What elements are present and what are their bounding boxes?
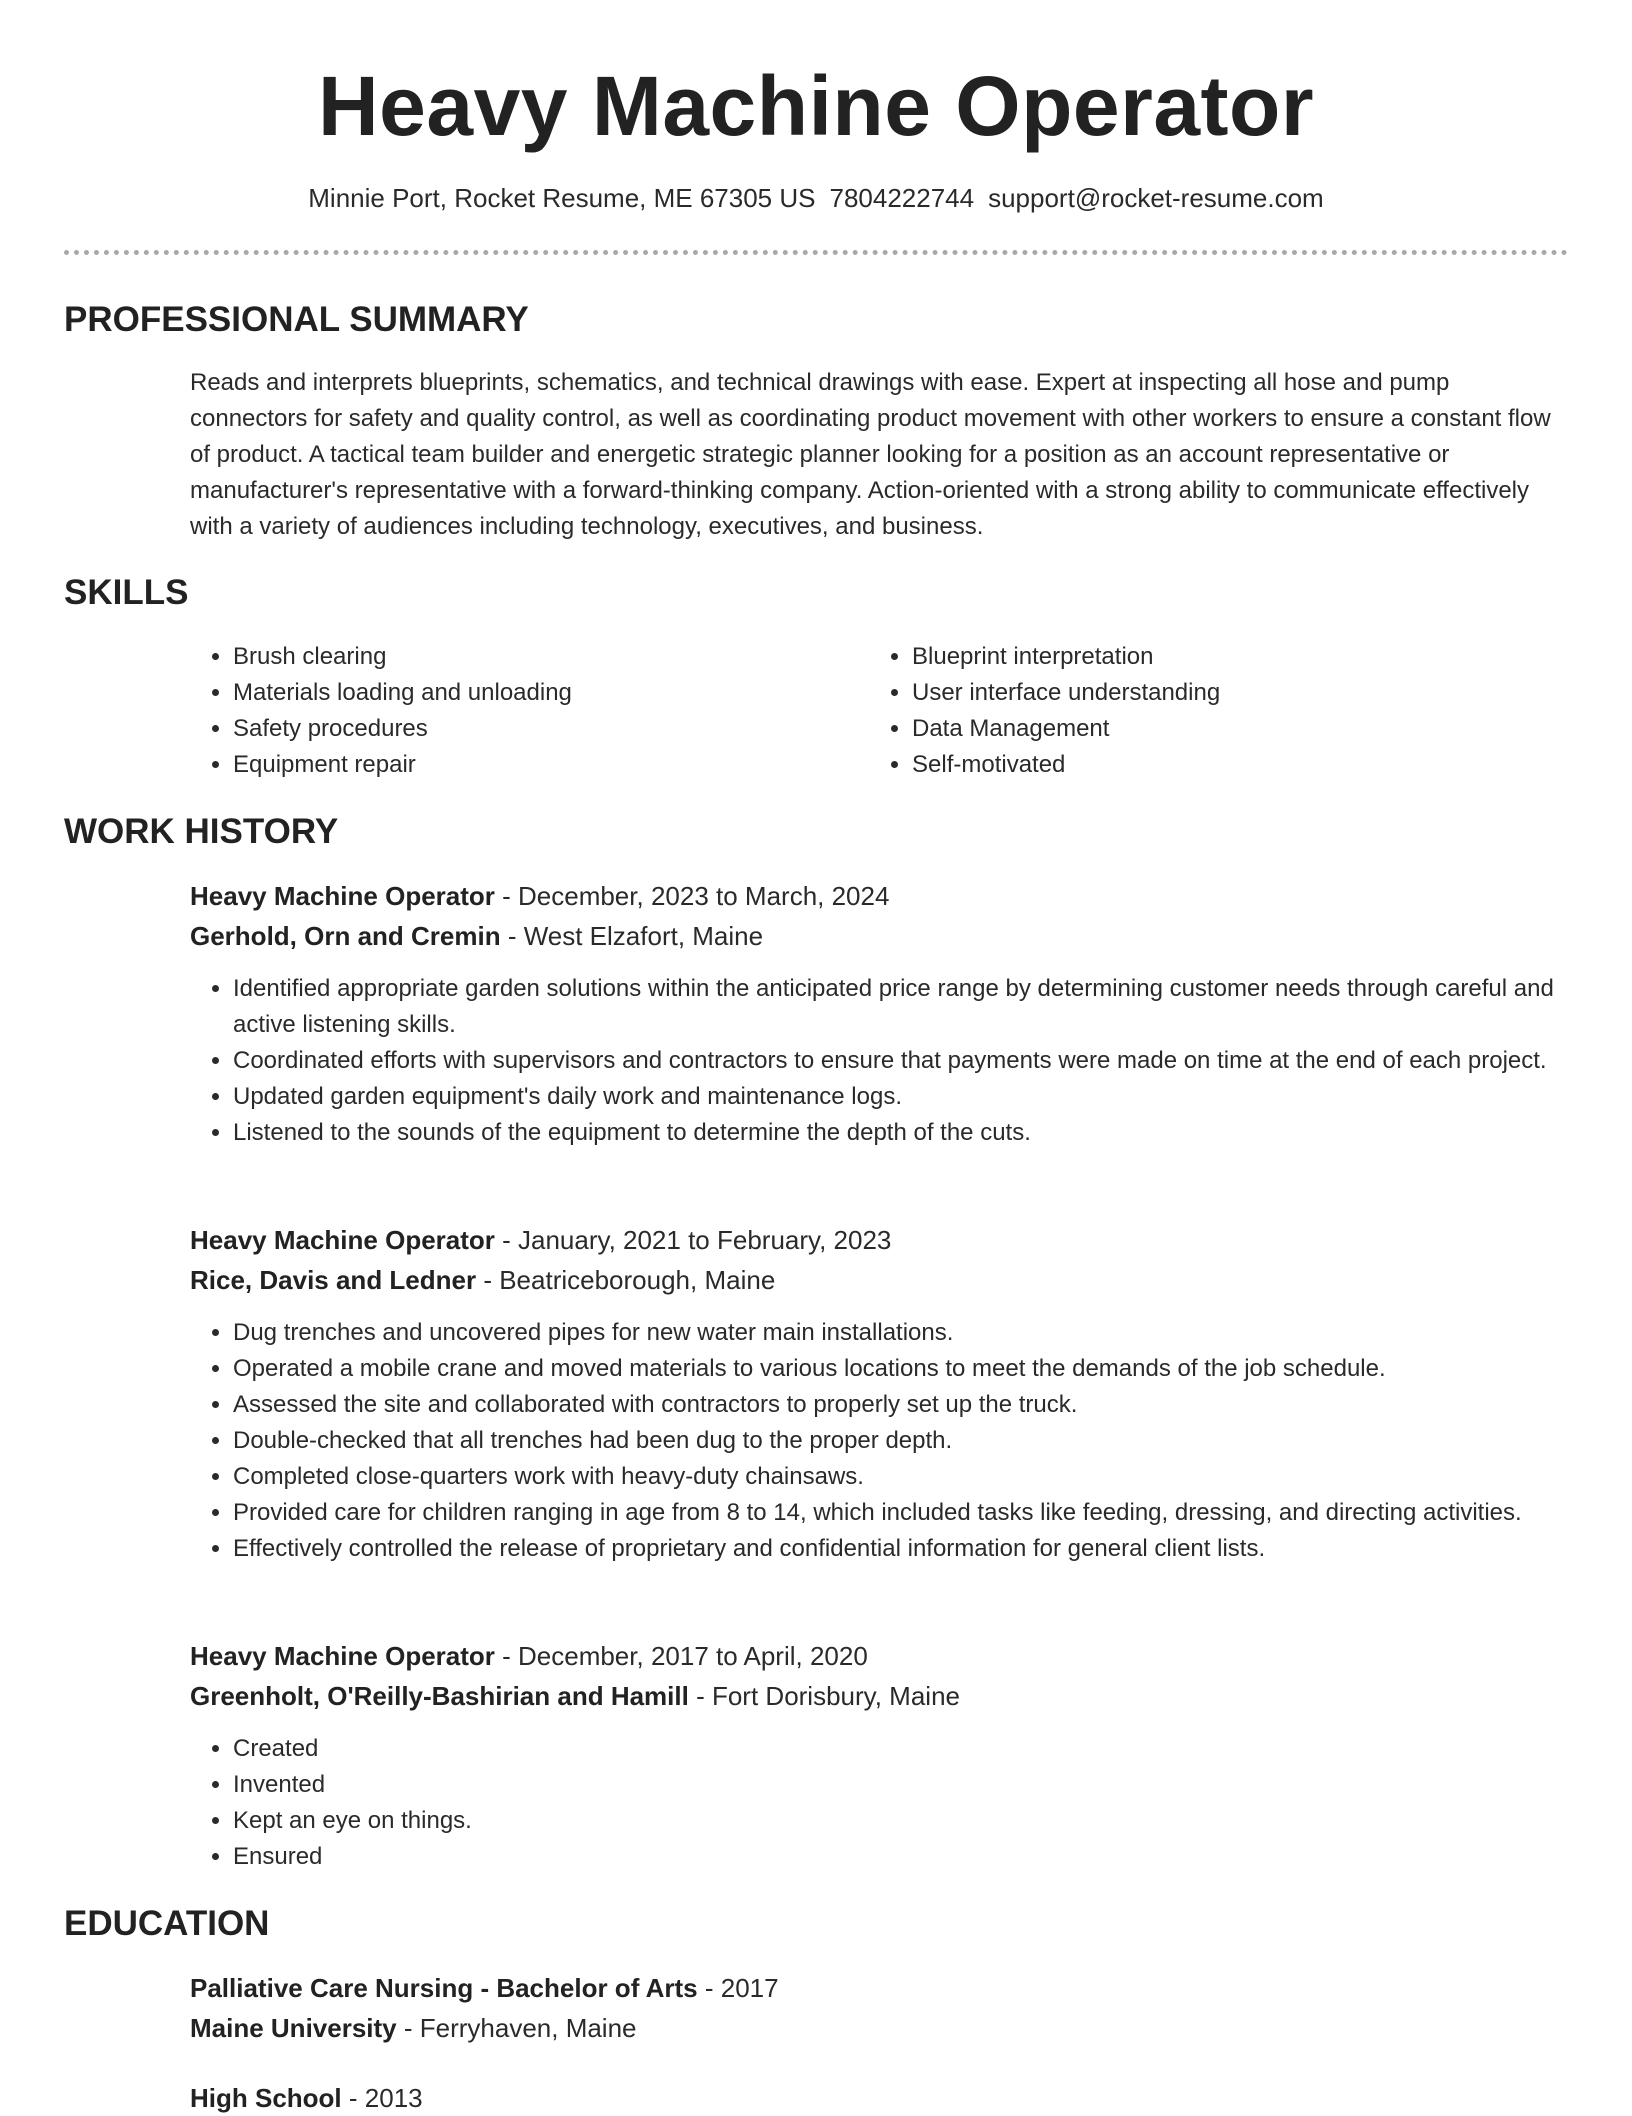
job-location: - Fort Dorisbury, Maine	[688, 1681, 960, 1711]
job-company: Rice, Davis and Ledner	[190, 1265, 477, 1295]
education-degree-line	[190, 2080, 423, 2116]
job-bullets	[190, 1731, 1613, 1875]
education-degree: High School	[190, 2083, 342, 2113]
education-heading: EDUCATION	[64, 1904, 270, 1943]
skill-item: • Data Management	[912, 711, 1592, 747]
job-bullet: • Effectively controlled the release of proprietary and confidential information for general client lists.	[233, 1531, 1613, 1567]
job-title-line	[190, 1222, 891, 1258]
header-divider	[64, 250, 1568, 255]
summary-text: Reads and interprets blueprints, schematics, and technical drawings with ease. Expert at inspecting all hose and pump connectors for safety and quality control, as well as coordinating product movement with other workers to ensure a constant flow of product. A tactical team builder and energetic strategic planner looking for a position as an account representative or manufacturer's representative with a forward-thinking company. Action-oriented with a strong ability to communicate effectively with a variety of audiences including technology, executives, and business.	[190, 369, 1551, 540]
job-title-line	[190, 878, 889, 914]
job-bullet: • Ensured	[233, 1839, 1613, 1875]
skill-item: • Blueprint interpretation	[912, 639, 1592, 675]
job-company-line	[190, 918, 763, 954]
job-bullet: • Completed close-quarters work with heavy-duty chainsaws.	[233, 1459, 1613, 1495]
job-company-line	[190, 1678, 960, 1714]
skill-item: • User interface understanding	[912, 675, 1592, 711]
education-location: - Ferryhaven, Maine	[396, 2013, 637, 2043]
job-bullet: • Identified appropriate garden solutions within the anticipated price range by determining customer needs through careful and active listening skills.	[233, 971, 1613, 1043]
job-title-line	[190, 1638, 868, 1674]
job-bullet: • Listened to the sounds of the equipment to determine the depth of the cuts.	[233, 1115, 1613, 1151]
education-degree: Palliative Care Nursing - Bachelor of Arts	[190, 1973, 698, 2003]
education-school-line	[190, 2010, 637, 2046]
education-year: - 2017	[697, 1973, 779, 2003]
job-bullet: • Created	[233, 1731, 1613, 1767]
contact-address: Minnie Port, Rocket Resume, ME 67305 US	[308, 183, 816, 213]
job-bullet: • Operated a mobile crane and moved materials to various locations to meet the demands of the job schedule.	[233, 1351, 1613, 1387]
job-role: Heavy Machine Operator	[190, 1225, 495, 1255]
contact-email[interactable]: support@rocket-resume.com	[988, 183, 1324, 213]
job-bullet: • Kept an eye on things.	[233, 1803, 1613, 1839]
candidate-name: Heavy Machine Operator	[317, 59, 1315, 153]
job-bullet: • Provided care for children ranging in age from 8 to 14, which included tasks like feeding, dressing, and directing activities.	[233, 1495, 1613, 1531]
work-history-heading: WORK HISTORY	[64, 812, 339, 851]
education-year: - 2013	[341, 2083, 423, 2113]
summary-heading: PROFESSIONAL SUMMARY	[64, 300, 529, 339]
skill-item: • Self-motivated	[912, 747, 1592, 783]
job-role: Heavy Machine Operator	[190, 881, 495, 911]
job-bullet: • Double-checked that all trenches had been dug to the proper depth.	[233, 1423, 1613, 1459]
skills-list-left	[190, 639, 833, 783]
job-location: - Beatriceborough, Maine	[476, 1265, 776, 1295]
job-company: Greenholt, O'Reilly-Bashirian and Hamill	[190, 1681, 689, 1711]
job-company: Gerhold, Orn and Cremin	[190, 921, 501, 951]
skill-item: • Equipment repair	[233, 747, 833, 783]
contact-phone: 7804222744	[829, 183, 975, 213]
skills-list-right	[869, 639, 1592, 783]
education-degree-line	[190, 1970, 779, 2006]
job-location: - West Elzafort, Maine	[500, 921, 764, 951]
job-role: Heavy Machine Operator	[190, 1641, 495, 1671]
job-bullet: • Dug trenches and uncovered pipes for new water main installations.	[233, 1315, 1613, 1351]
job-bullet: • Updated garden equipment's daily work and maintenance logs.	[233, 1079, 1613, 1115]
skill-item: • Brush clearing	[233, 639, 833, 675]
job-dates: - December, 2017 to April, 2020	[494, 1641, 868, 1671]
skills-heading: SKILLS	[64, 573, 189, 612]
job-bullet: • Assessed the site and collaborated with contractors to properly set up the truck.	[233, 1387, 1613, 1423]
skill-item: • Materials loading and unloading	[233, 675, 833, 711]
job-dates: - December, 2023 to March, 2024	[494, 881, 890, 911]
job-bullets	[190, 1315, 1613, 1567]
education-school: Maine University	[190, 2013, 397, 2043]
job-bullet: • Invented	[233, 1767, 1613, 1803]
job-bullet: • Coordinated efforts with supervisors and contractors to ensure that payments were made on time at the end of each project.	[233, 1043, 1613, 1079]
job-dates: - January, 2021 to February, 2023	[494, 1225, 892, 1255]
job-bullets	[190, 971, 1613, 1151]
skill-item: • Safety procedures	[233, 711, 833, 747]
job-company-line	[190, 1262, 775, 1298]
contact-line	[0, 180, 1632, 216]
